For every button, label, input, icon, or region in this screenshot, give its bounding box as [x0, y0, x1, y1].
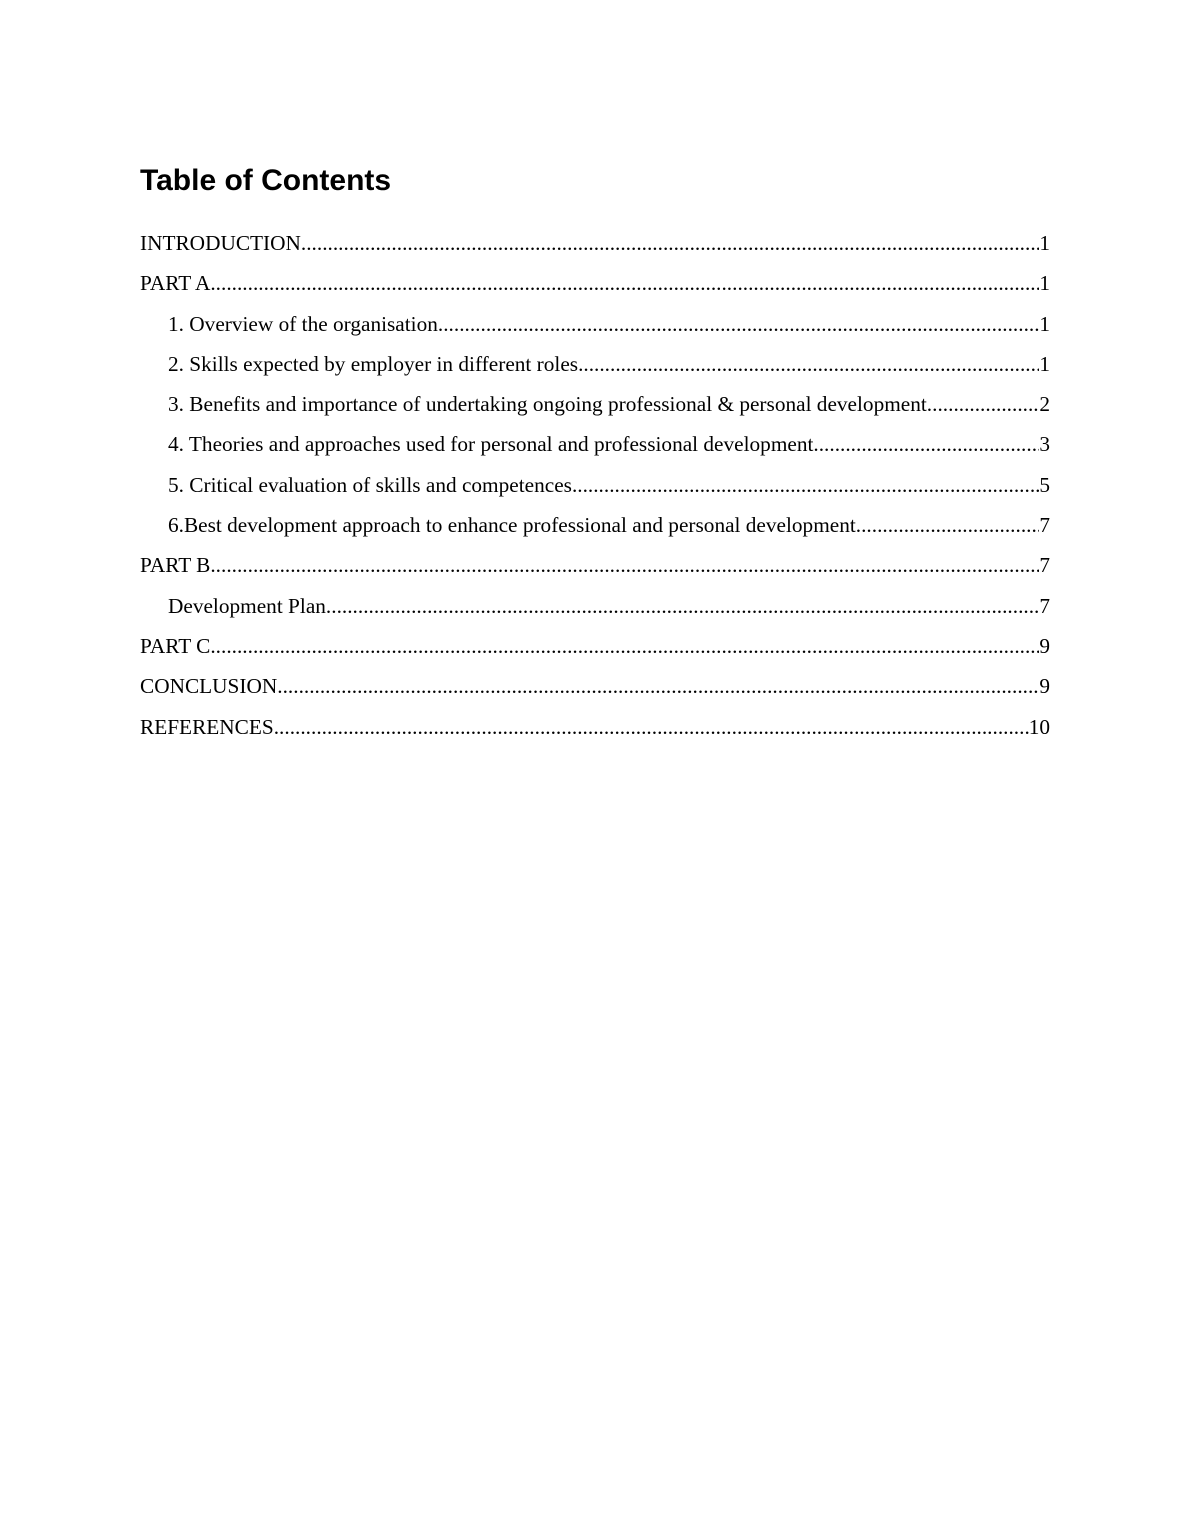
- toc-entry-label: 4. Theories and approaches used for personal and professional development: [168, 432, 814, 457]
- dot-leader: [856, 508, 1040, 542]
- toc-entry-page-number: 9: [1039, 633, 1050, 658]
- dot-leader: [572, 468, 1039, 502]
- toc-entry-page-number: 7: [1039, 513, 1050, 538]
- toc-entry[interactable]: [140, 266, 1050, 306]
- dot-leader: [301, 226, 1039, 260]
- toc-entry[interactable]: [140, 548, 1050, 588]
- toc-entry[interactable]: [140, 508, 1050, 548]
- toc-entry[interactable]: [140, 347, 1050, 387]
- toc-entry-page-number: 2: [1039, 392, 1050, 417]
- toc-entry-label: 1. Overview of the organisation: [168, 311, 438, 336]
- toc-entry-label: PART B: [140, 553, 211, 578]
- dot-leader: [274, 710, 1029, 744]
- toc-entry-page-number: 9: [1039, 674, 1050, 699]
- toc-entry[interactable]: [140, 307, 1050, 347]
- toc-entry-page-number: 7: [1039, 593, 1050, 618]
- toc-entry-page-number: 5: [1039, 472, 1050, 497]
- dot-leader: [932, 387, 1039, 421]
- toc-entry-page-number: 1: [1039, 271, 1050, 296]
- toc-title: Table of Contents: [140, 164, 392, 197]
- toc-entry-label: PART A: [140, 271, 211, 296]
- dot-leader: [210, 629, 1039, 663]
- dot-leader: [578, 347, 1039, 381]
- toc-entry-label: INTRODUCTION: [140, 231, 301, 255]
- toc-entry-label: 2. Skills expected by employer in different roles: [168, 351, 579, 376]
- toc-entry-page-number: 10: [1028, 714, 1050, 739]
- dot-leader: [210, 548, 1039, 582]
- toc-list: [140, 226, 1050, 750]
- dot-leader: [277, 669, 1039, 703]
- toc-entry-label: CONCLUSION: [140, 674, 278, 699]
- toc-entry[interactable]: [140, 669, 1050, 709]
- toc-entry[interactable]: [140, 387, 1050, 427]
- toc-entry-page-number: 7: [1039, 553, 1050, 578]
- toc-entry[interactable]: [140, 629, 1050, 669]
- dot-leader: [438, 307, 1039, 341]
- toc-entry[interactable]: [140, 226, 1050, 266]
- toc-entry-label: REFERENCES: [140, 714, 274, 739]
- dot-leader: [326, 589, 1039, 623]
- toc-entry-label: 6.Best development approach to enhance professional and personal development: [168, 513, 856, 538]
- toc-entry-label: 5. Critical evaluation of skills and competences: [168, 472, 572, 497]
- toc-entry-page-number: 1: [1039, 311, 1050, 336]
- toc-entry[interactable]: [140, 427, 1050, 467]
- toc-entry-label: Development Plan: [168, 593, 326, 618]
- toc-entry-page-number: 1: [1039, 351, 1050, 376]
- toc-entry-label: 3. Benefits and importance of undertaking ongoing professional & personal development.: [168, 392, 933, 417]
- toc-entry-label: PART C: [140, 633, 211, 658]
- dot-leader: [210, 266, 1039, 300]
- toc-entry[interactable]: [140, 468, 1050, 508]
- dot-leader: [813, 427, 1039, 461]
- toc-entry[interactable]: [140, 589, 1050, 629]
- toc-entry-page-number: 1: [1039, 231, 1050, 255]
- toc-entry[interactable]: [140, 710, 1050, 750]
- toc-entry-page-number: 3: [1039, 432, 1050, 457]
